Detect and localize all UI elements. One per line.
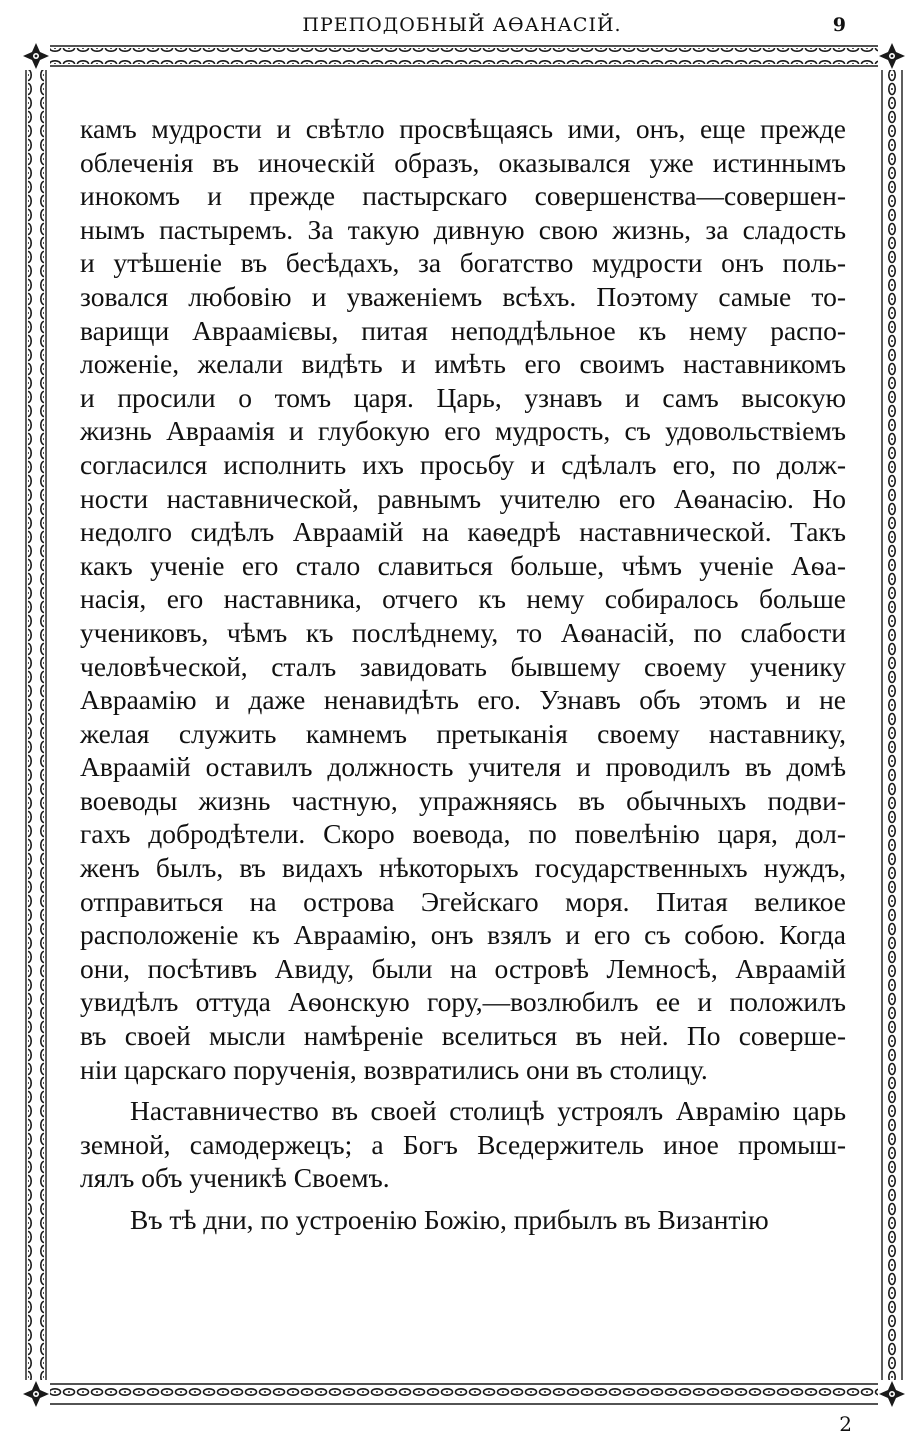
frame-right-border — [882, 66, 902, 1384]
running-title: ПРЕПОДОБНЫЙ АѲАНАСІЙ. — [302, 14, 622, 36]
corner-ornament-bottom-left — [22, 1380, 50, 1408]
text-line: лялъ объ ученикѣ Своемъ. — [80, 1162, 390, 1194]
text-line: воеводы жизнь частную, упражняясь въ обычныхъ подви- — [80, 784, 846, 816]
paragraph-gap — [80, 1086, 846, 1094]
paragraph — [80, 112, 846, 1086]
text-line: учениковъ, чѣмъ къ послѣднему, то Аѳанасій, по слабости — [80, 616, 846, 648]
text-line: недолго сидѣлъ Авраамій на каѳедрѣ наставнической. Такъ — [80, 516, 846, 548]
corner-ornament-top-right — [878, 42, 906, 70]
text-line: Авраамій оставилъ должность учителя и проводилъ въ домѣ — [80, 751, 846, 783]
text-line: и просили о томъ царя. Царь, узнавъ и самъ высокую — [80, 381, 846, 413]
text-line: Авраамію и даже ненавидѣть его. Узнавъ объ этомъ и не — [80, 684, 846, 716]
printer-signature: 2 — [839, 1412, 852, 1436]
text-line: инокомъ и прежде пастырскаго совершенства—совершен- — [80, 180, 846, 212]
text-line: камъ мудрости и свѣтло просвѣщаясь ими, онъ, еще прежде — [80, 113, 846, 144]
body-text — [80, 112, 846, 1237]
frame-bottom-border — [44, 1384, 884, 1404]
text-line: расположеніе къ Авраамію, онъ взялъ и его съ собою. Когда — [80, 919, 846, 951]
text-line: Въ тѣ дни, по устроенію Божію, прибылъ въ Византію — [130, 1204, 769, 1235]
text-line: земной, самодержецъ; а Богъ Вседержитель иное промыш- — [80, 1128, 846, 1160]
text-line: они, посѣтивъ Авиду, были на островѣ Лемносѣ, Авраамій — [80, 952, 846, 984]
text-line: нымъ пастыремъ. За такую дивную свою жизнь, за сладость — [80, 213, 846, 245]
text-line: желая служить камнемъ претыканія своему наставнику, — [80, 717, 846, 749]
text-line: ности наставнической, равнымъ учителю его Аѳанасію. Но — [80, 482, 846, 514]
text-line: жизнь Авраамія и глубокую его мудрость, съ удовольствіемъ — [80, 415, 846, 447]
text-line: увидѣлъ оттуда Аѳонскую гору,—возлюбилъ ее и положилъ — [80, 986, 846, 1018]
paragraph-gap — [80, 1195, 846, 1203]
frame-top-border — [44, 46, 884, 66]
text-line: насія, его наставника, отчего къ нему собиралось больше — [80, 583, 846, 615]
paragraph — [80, 1094, 846, 1195]
page-number: 9 — [832, 14, 846, 36]
text-line: зовался любовію и уваженіемъ всѣхъ. Поэтому самые то- — [80, 280, 846, 312]
text-line: гахъ добродѣтели. Скоро воевода, по повелѣнію царя, дол- — [80, 818, 846, 850]
text-line: варищи Авраамієвы, питая неподдѣльное къ нему распо- — [80, 314, 846, 346]
frame-left-border — [26, 66, 46, 1384]
text-line: и утѣшеніе въ бесѣдахъ, за богатство мудрости онъ поль- — [80, 247, 846, 279]
corner-ornament-top-left — [22, 42, 50, 70]
corner-ornament-bottom-right — [878, 1380, 906, 1408]
text-line: Наставничество въ своей столицѣ устроялъ Аврамію царь — [130, 1095, 846, 1127]
text-line: женъ былъ, въ видахъ нѣкоторыхъ государственныхъ нуждъ, — [80, 852, 846, 884]
text-line: согласился исполнить ихъ просьбу и сдѣлалъ его, по долж- — [80, 448, 846, 480]
paragraph — [80, 1203, 846, 1237]
text-line: въ своей мысли намѣреніе вселиться въ ней. По соверше- — [80, 1020, 846, 1052]
text-line: ніи царскаго порученія, возвратились они въ столицу. — [80, 1053, 708, 1085]
text-line: ложеніе, желали видѣть и имѣть его своимъ наставникомъ — [80, 348, 846, 380]
text-line: облеченія въ иноческій образъ, оказывался уже истиннымъ — [80, 146, 846, 178]
text-line: человѣческой, сталъ завидовать бывшему своему ученику — [80, 650, 846, 682]
text-line: отправиться на острова Эгейскаго моря. Питая великое — [80, 885, 846, 917]
text-line: какъ ученіе его стало славиться больше, чѣмъ ученіе Аѳа- — [80, 549, 846, 581]
